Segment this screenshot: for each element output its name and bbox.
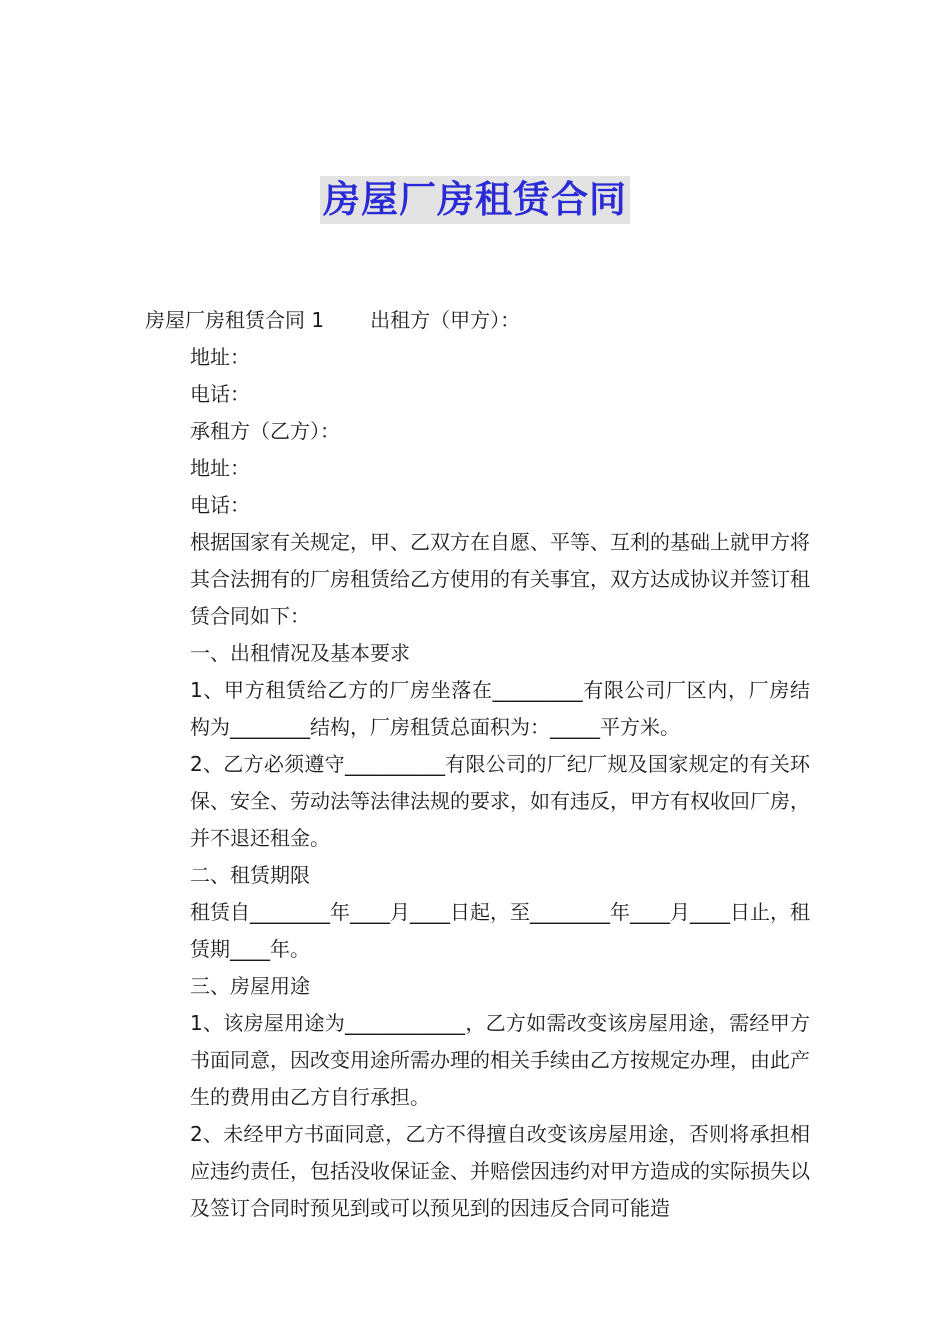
paragraph-14: 2、未经甲方书面同意，乙方不得擅自改变该房屋用途，否则将承担相应违约责任，包括没收保证金、并赔偿因违约对甲方造成的实际损失以及签订合同时预见到或可以预见到的因违反合同可能造 <box>190 1122 810 1220</box>
paragraph-3: 承租方（乙方）： <box>190 419 340 443</box>
contract-heading: 房屋厂房租赁合同 1 <box>145 308 325 332</box>
paragraph-11: 租赁自________年____月____日起，至________年____月____日止，租赁期____年。 <box>190 900 810 961</box>
paragraph-7: 一、出租情况及基本要求 <box>190 641 410 665</box>
title-area <box>0 176 950 224</box>
paragraph-12: 三、房屋用途 <box>190 974 310 998</box>
paragraph-5: 电话： <box>190 493 250 517</box>
paragraph-6: 根据国家有关规定，甲、乙双方在自愿、平等、互利的基础上就甲方将其合法拥有的厂房租赁给乙方使用的有关事宜，双方达成协议并签订租赁合同如下： <box>190 530 810 628</box>
lessor-label: 出租方（甲方）： <box>370 308 521 332</box>
paragraph-13: 1、该房屋用途为____________，乙方如需改变该房屋用途，需经甲方书面同意，因改变用途所需办理的相关手续由乙方按规定办理，由此产生的费用由乙方自行承担。 <box>190 1011 810 1109</box>
paragraph-1: 地址： <box>190 345 250 369</box>
paragraph-10: 二、租赁期限 <box>190 863 310 887</box>
document-title: 房屋厂房租赁合同 <box>320 176 630 224</box>
document-body <box>145 302 810 1227</box>
paragraph-2: 电话： <box>190 382 250 406</box>
paragraph-4: 地址： <box>190 456 250 480</box>
paragraph-8: 1、甲方租赁给乙方的厂房坐落在_________有限公司厂区内，厂房结构为________结构，厂房租赁总面积为：_____平方米。 <box>190 678 810 739</box>
paragraph-9: 2、乙方必须遵守__________有限公司的厂纪厂规及国家规定的有关环保、安全、劳动法等法律法规的要求，如有违反，甲方有权收回厂房，并不退还租金。 <box>190 752 810 850</box>
paragraph-0 <box>145 302 810 339</box>
